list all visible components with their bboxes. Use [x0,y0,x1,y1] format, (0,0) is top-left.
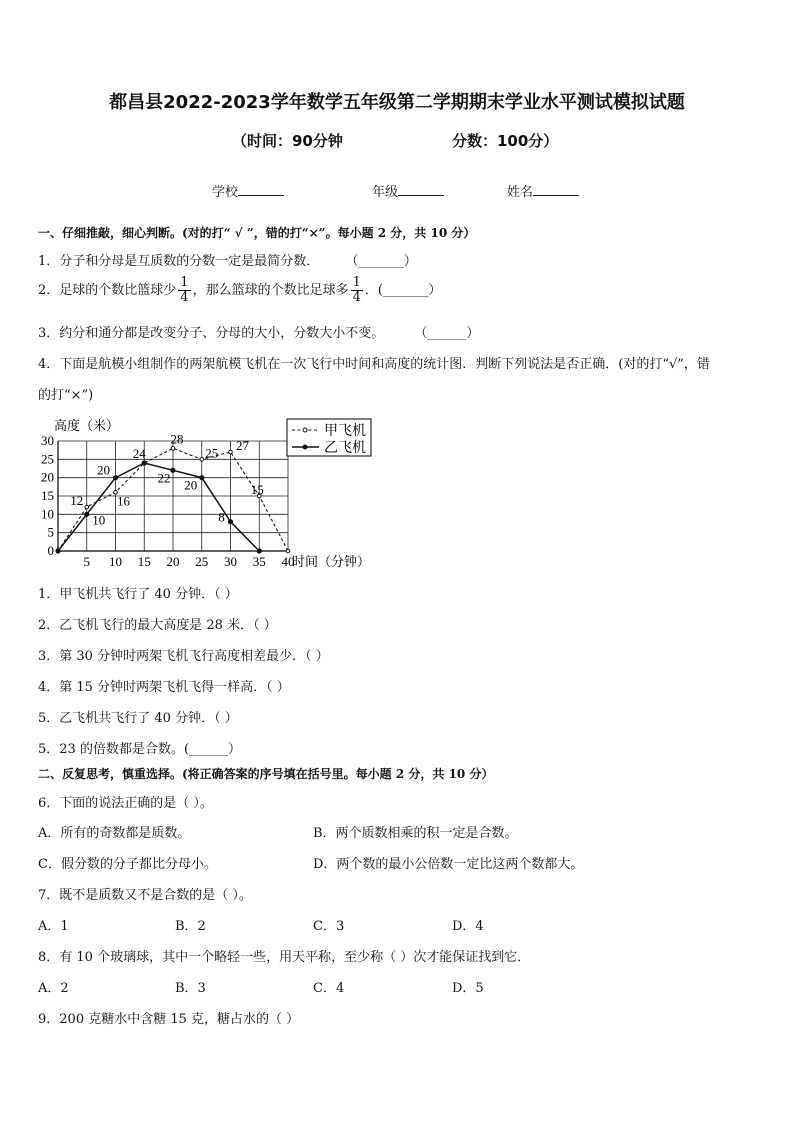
data-point-series1 [229,450,233,454]
chart-labels [70,431,264,527]
section1-heading: 一、仔细推敲，细心判断。(对的打“ √ ”，错的打“×”。每小题 2 分，共 10 分） [38,226,476,240]
fraction-numerator: 1 [180,275,189,290]
x-axis-label: 时间（分钟） [292,554,371,569]
exam-score: 分数：100分） [452,132,559,150]
data-point-series2 [171,468,175,472]
q6-option-c[interactable]: C．假分数的分子都比分母小。 [38,857,217,872]
y-tick-label: 15 [41,488,54,503]
sub-item-2: 2．乙飞机飞行的最大高度是 28 米．（ ） [38,618,277,633]
question-4-line1: 4．下面是航模小组制作的两架航模飞机在一次飞行中时间和高度的统计图．判断下列说法是否正确．(对的打“√”，错 [38,357,710,372]
q7-option-c[interactable]: C．3 [313,919,345,934]
data-label-series2: 20 [97,462,110,478]
x-tick-label: 15 [137,554,151,569]
section2-heading: 二、反复思考，慎重选择。(将正确答案的序号填在括号里。每小题 2 分，共 10 分） [38,767,494,781]
data-point-series1 [200,458,204,462]
legend-entry-2: 乙飞机 [324,441,366,456]
data-point-series2 [113,476,117,480]
question-3-text: 3．约分和通分都是改变分子、分母的大小，分数大小不变。 [38,326,385,341]
data-point-series2 [257,549,261,553]
school-field[interactable] [212,181,284,200]
flight-height-line-chart [34,416,384,572]
sub-item-3: 3．第 30 分钟时两架飞机飞行高度相差最少．（ ） [38,649,329,664]
question-9: 9．200 克糖水中含糖 15 克，糖占水的（ ） [38,1012,300,1027]
y-tick-label: 25 [41,451,54,467]
data-label-series1: 28 [170,431,184,447]
question-3 [38,322,479,341]
data-point-series1 [171,447,175,451]
fraction-one-quarter-2 [351,276,363,305]
q6-option-a[interactable]: A．所有的奇数都是质数。 [38,826,191,841]
name-blank[interactable] [533,183,579,196]
y-tick-label: 5 [47,524,54,540]
x-tick-label: 25 [195,554,209,569]
y-tick-label: 20 [41,469,54,485]
legend-marker-1 [303,428,307,432]
x-tick-label: 30 [224,554,237,569]
x-tick-label: 20 [166,554,180,569]
question-8: 8．有 10 个玻璃球，其中一个略轻一些，用天平称，至少称（ ）次才能保证找到它． [38,950,531,965]
question-2 [38,276,441,305]
fraction-denominator: 4 [352,290,361,305]
data-label-series1: 16 [117,493,130,509]
sub-item-4: 4．第 15 分钟时两架飞机飞得一样高．（ ） [38,680,290,695]
school-label: 学校 [212,185,239,200]
data-point-series2 [200,476,204,480]
chart-legend [287,419,371,456]
legend-marker-2 [303,445,307,449]
grade-label: 年级 [372,185,399,200]
fraction-denominator: 4 [180,290,189,305]
question-7: 7．既不是质数又不是合数的是（ ）。 [38,888,252,903]
sub-item-5: 5．乙飞机共飞行了 40 分钟．（ ） [38,711,238,726]
x-tick-label: 5 [83,554,90,569]
fraction-numerator: 1 [352,275,361,290]
q6-option-b[interactable]: B．两个质数相乘的积一定是合数。 [313,826,518,841]
question-2-text-mid: ，那么篮球的个数比足球多 [192,283,349,298]
question-1-blank[interactable]: （_______） [345,254,417,269]
y-axis-label: 高度（米） [54,418,120,433]
exam-time: （时间：90分钟 [232,132,343,150]
legend-entry-1: 甲飞机 [324,424,366,439]
q6-option-d[interactable]: D．两个数的最小公倍数一定比这两个数都大。 [313,857,584,872]
question-4-line2: 的打“×”) [38,388,94,403]
question-2-text-pre: 2．足球的个数比篮球少 [38,283,177,298]
data-label-series2: 8 [218,509,225,525]
y-tick-label: 30 [41,433,54,448]
data-label-series1: 25 [205,445,219,461]
q8-option-c[interactable]: C．4 [313,981,345,996]
page-title: 都昌县2022-2023学年数学五年级第二学期期末学业水平测试模拟试题 [109,92,685,113]
q7-option-a[interactable]: A．1 [38,919,69,934]
q7-option-b[interactable]: B．2 [175,919,206,934]
data-point-series2 [142,461,146,465]
data-label-series1: 12 [70,493,84,508]
school-blank[interactable] [238,183,284,196]
question-2-blank[interactable]: ．(_______） [364,283,442,298]
q8-option-d[interactable]: D．5 [452,981,484,996]
data-label-series2: 20 [184,477,198,493]
data-label-series2: 22 [157,470,171,486]
y-tick-label: 10 [41,506,54,522]
grade-field[interactable] [372,181,444,200]
data-point-series1 [85,505,89,509]
sub-item-1: 1．甲飞机共飞行了 40 分钟．（ ） [38,587,238,602]
data-label-series1: 24 [132,446,146,461]
data-point-series2 [56,549,60,553]
data-label-series1: 27 [236,438,249,453]
q7-option-d[interactable]: D．4 [452,919,484,934]
grade-blank[interactable] [398,183,444,196]
question-6: 6．下面的说法正确的是（ ）。 [38,796,213,811]
question-3-blank[interactable]: （______） [414,326,480,341]
x-tick-label: 40 [281,554,295,569]
question-1 [38,250,417,269]
x-tick-label: 35 [252,554,266,569]
data-point-series1 [286,549,290,553]
question-5: 5．23 的倍数都是合数。(______） [38,742,242,757]
data-label-series1: 15 [250,482,264,497]
q8-option-a[interactable]: A．2 [38,981,69,996]
x-tick-label: 10 [109,554,122,569]
name-field[interactable] [507,181,579,200]
data-label-series2: 10 [92,512,106,528]
data-point-series2 [228,520,232,524]
q8-option-b[interactable]: B．3 [175,981,206,996]
data-point-series2 [85,512,89,516]
name-label: 姓名 [507,185,534,200]
fraction-one-quarter [178,276,190,305]
y-tick-label: 0 [47,543,54,558]
question-1-text: 1．分子和分母是互质数的分数一定是最简分数． [38,254,320,269]
